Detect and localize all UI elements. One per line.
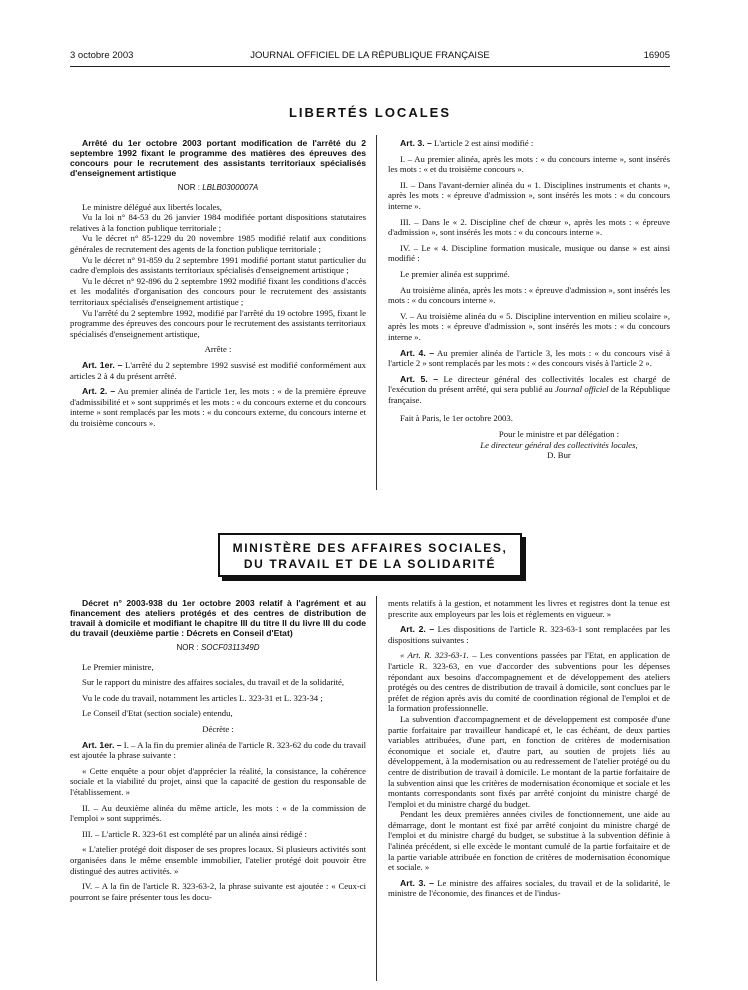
column-divider <box>376 135 377 490</box>
article-text: Les dispositions de l'article R. 323-63-1 sont remplacées par les dispositions suivantes : <box>388 624 670 645</box>
article-5 <box>388 374 670 406</box>
ministry-line-2: DU TRAVAIL ET DE LA SOLIDARITÉ <box>243 557 497 571</box>
preamble: Le Premier ministre, <box>82 661 154 672</box>
preamble: Vu le code du travail, notamment les articles L. 323-31 et L. 323-34 ; <box>82 692 323 703</box>
decret-nor <box>70 643 366 654</box>
paragraph: III. – Dans le « 2. Discipline chef de chœur », après les mots : « épreuve d'admission », sont insérés les mots : « du concours interne ». <box>388 216 670 238</box>
paragraph: La subvention d'accompagnement et de développement est composée d'une partie forfaitaire par travailleur handicapé et, le cas échéant, de deux parties variables attribuées, d'une part, en fonction de critères de modernisation économique et sociale et, d'autre part, au soutien de projets liés au développement, à la modernisation ou au redressement de l'atelier protégé ou du centre de distribution de travail à domicile. Le montant de la partie forfaitaire de la subvention ainsi que les critères de modernisation économique et sociale et les montants correspondants sont fixés par arrêté conjoint du ministre chargé de l'emploi et du ministre chargé du budget. <box>388 713 670 809</box>
article-1 <box>70 740 366 761</box>
signature-delegation: Pour le ministre et par délégation : <box>498 429 620 440</box>
paragraph: « L'atelier protégé doit disposer de ses propres locaux. Si plusieurs activités sont organisées dans le même ensemble immobilier, l'atelier protégé doit pouvoir être distingué des autres activités. » <box>70 844 366 876</box>
section-title: LIBERTÉS LOCALES <box>288 105 451 120</box>
article-text: de la République française. <box>388 384 670 405</box>
article-label: Art. 2. – <box>400 624 435 635</box>
preamble: Sur le rapport du ministre des affaires sociales, du travail et de la solidarité, <box>82 677 345 688</box>
signatory: D. Bur <box>547 450 571 461</box>
article-2 <box>70 386 366 428</box>
article-label: Art. 3. – <box>400 877 434 888</box>
arrete-word: Arrête : <box>204 344 232 355</box>
column-divider <box>376 596 377 981</box>
article-3 <box>388 878 670 899</box>
article-text: Les conventions passées par l'Etat, en application de l'article R. 323-63, en vue d'accorder des subventions pour les dépenses répondant aux besoins d'accompagnement et de développement des ateliers protégés ou des centres de distribution de travail à domicile, sont conclues par le préfet de région après avis du comité de coordination régional de l'emploi et de la formation professionnelle. <box>388 650 671 714</box>
article-1 <box>70 360 366 381</box>
article-3 <box>388 138 670 149</box>
header-rule <box>70 66 670 67</box>
paragraph: IV. – Le « 4. Discipline formation musicale, musique ou danse » est ainsi modifié : <box>388 242 670 264</box>
paragraph: III. – L'article R. 323-61 est complété par un alinéa ainsi rédigé : <box>82 828 307 839</box>
article-text: Le ministre des affaires sociales, du travail et de la solidarité, le ministre de l'économie, des finances et de l'indus- <box>388 877 670 899</box>
page-number: 16905 <box>643 50 670 61</box>
journal-reference: Journal officiel <box>555 384 609 395</box>
preamble: Le Conseil d'Etat (section sociale) entendu, <box>82 708 233 719</box>
paragraph: II. – Dans l'avant-dernier alinéa du « 1. Disciplines instruments et chants », après les mots : « épreuve d'admission », sont insérés les mots : « du concours interne ». <box>388 179 670 211</box>
paragraph: Au troisième alinéa, après les mots : « épreuve d'admission », sont insérés les mots : « du concours interne ». <box>388 284 670 306</box>
decret-title: Décret n° 2003-938 du 1er octobre 2003 relatif à l'agrément et au financement des ateliers protégés et des centres de distribution de travail à domicile et modifiant le chapitre III du titre II du livre III du code du travail (deuxième partie : Décrets en Conseil d'Etat) <box>70 598 366 638</box>
page-header <box>70 50 670 64</box>
visa: Le ministre délégué aux libertés locales, <box>82 201 222 212</box>
article-text: Au premier alinéa de l'article 3, les mots : « du concours visé à l'article 2 » sont remplacés par les mots : « des concours visés à l'article 2 ». <box>388 347 670 369</box>
issue-date: 3 octobre 2003 <box>70 50 134 61</box>
article-label: Art. 3. – <box>400 138 432 148</box>
article-text: Le directeur général des collectivités locales est chargé de l'exécution du présent arrêté, qui sera publié au <box>388 373 670 395</box>
article-label: Art. 1er. – <box>82 739 122 750</box>
article-text: I. – A la fin du premier alinéa de l'article R. 323-62 du code du travail est ajoutée la phrase suivante : <box>70 739 366 761</box>
nor-label: NOR : <box>177 183 200 192</box>
nor-code: SOCF0311349D <box>200 643 260 652</box>
paragraph: II. – Au deuxième alinéa du même article, les mots : « de la commission de l'emploi » sont supprimés. <box>70 802 366 824</box>
visa: Vu le décret n° 91-859 du 2 septembre 1991 modifié portant statut particulier du cadre d'emplois des assistants territoriaux spécialisés d'enseignement artistique ; <box>70 254 366 276</box>
article-label: « Art. R. 323-63-1. – <box>400 650 477 661</box>
article-text: Au premier alinéa de l'article 1er, les mots : « de la première épreuve d'admissibilité et » sont supprimés et les mots : « du concours externe et du concours interne » sont remplacés par les mots : « du concours externe, du concours interne et du troisième concours ». <box>70 386 366 428</box>
article-2 <box>388 624 670 645</box>
arrete-right-column <box>388 138 670 461</box>
article-4 <box>388 348 670 369</box>
visa: Vu l'arrêté du 2 septembre 1992, modifié par l'arrêté du 19 octobre 1995, fixant le programme des épreuves des concours pour le recrutement des assistants territoriaux spécialisés d'enseignement artistique, <box>70 307 366 339</box>
article-label: Art. 5. – <box>400 373 439 384</box>
decrete-word: Décrète : <box>202 723 234 734</box>
nor-label: NOR : <box>176 643 199 652</box>
ministry-banner <box>218 533 522 577</box>
visa: Vu la loi n° 84-53 du 26 janvier 1984 modifiée portant dispositions statutaires relatives à la fonction publique territoriale ; <box>70 212 366 233</box>
nor-code: LBLB0300007A <box>202 183 259 192</box>
visa: Vu le décret n° 92-896 du 2 septembre 1992 modifié fixant les conditions d'accès et les modalités d'organisation des concours pour le recrutement des assistants territoriaux spécialisés d'enseignement artistique ; <box>70 275 366 307</box>
paragraph: Le premier alinéa est supprimé. <box>400 268 510 279</box>
article-text: L'arrêté du 2 septembre 1992 susvisé est modifié conformément aux articles 2 à 4 du présent arrêté. <box>70 359 367 381</box>
article-text: L'article 2 est ainsi modifié : <box>431 138 534 148</box>
paragraph: IV. – A la fin de l'article R. 323-63-2, la phrase suivante est ajoutée : « Ceux-ci pourront se faire présenter tous les docu- <box>70 881 366 902</box>
paragraph: V. – Au troisième alinéa du « 5. Discipline intervention en milieu scolaire », après les mots : « épreuve d'admission », sont insérés les mots : « du concours interne ». <box>388 310 670 342</box>
decret-right-column <box>388 598 670 899</box>
paragraph: I. – Au premier alinéa, après les mots : « du concours interne », sont insérés les mots : « et du troisième concours ». <box>388 153 670 175</box>
article-label: Art. 1er. – <box>82 359 123 370</box>
decret-left-column <box>70 598 366 902</box>
arrete-title: Arrêté du 1er octobre 2003 portant modification de l'arrêté du 2 septembre 1992 fixant le programme des matières des épreuves des concours pour le recrutement des assistants territoriaux spécialisés d'enseignement artistique <box>70 138 366 178</box>
visa: Vu le décret n° 85-1229 du 20 novembre 1985 modifié relatif aux conditions générales de recrutement des agents de la fonction publique territoriale ; <box>70 233 366 254</box>
signature-role <box>388 440 670 451</box>
article-r-323-63-1 <box>388 650 670 714</box>
paragraph-continued: ments relatifs à la gestion, et notamment les livres et registres dont la tenue est prescrite aux employeurs par les lois et règlements en vigueur. » <box>388 598 670 619</box>
journal-title: JOURNAL OFFICIEL DE LA RÉPUBLIQUE FRANÇAISE <box>250 50 490 61</box>
arrete-left-column <box>70 138 366 428</box>
paragraph: « Cette enquête a pour objet d'apprécier la réalité, la consistance, la cohérence sociale et la viabilité du projet, ainsi que la capacité de gestion du responsable de l'établissement. » <box>70 765 366 797</box>
arrete-nor <box>70 183 366 194</box>
article-label: Art. 4. – <box>400 347 435 358</box>
article-label: Art. 2. – <box>82 386 116 397</box>
paragraph: Pendant les deux premières années civiles de fonctionnement, une aide au démarrage, dont le montant est fixé par arrêté conjoint du ministre chargé de l'emploi et du ministre chargé du budget, se substitue à la subvention définie à l'alinéa précédent, si elle excède le montant cumulé de la partie forfaitaire et de la partie variable attribuée en fonction de critères de modernisation économique et sociale. » <box>388 809 670 873</box>
signature-date: Fait à Paris, le 1er octobre 2003. <box>400 413 513 424</box>
signature-role-text: Le directeur général des collectivités locales, <box>480 439 638 450</box>
ministry-line-1: MINISTÈRE DES AFFAIRES SOCIALES, <box>232 541 508 555</box>
